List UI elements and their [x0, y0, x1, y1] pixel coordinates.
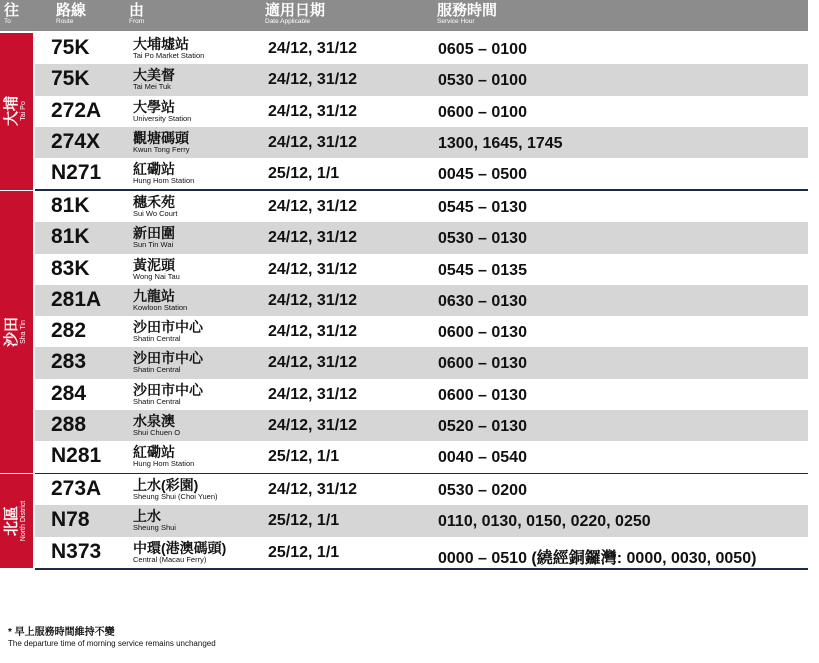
origin-en: Shatin Central — [133, 396, 181, 406]
table-row — [35, 127, 808, 158]
route-number: 272A — [51, 98, 102, 122]
table-header — [0, 0, 808, 31]
origin-en: Shatin Central — [133, 365, 181, 375]
applicable-dates: 25/12, 1/1 — [268, 543, 340, 561]
service-hours: 0000 – 0510 (繞經銅鑼灣: 0000, 0030, 0050) — [438, 549, 757, 567]
header-route-zh: 路線 — [56, 2, 87, 19]
route-number: 284 — [51, 381, 87, 405]
route-number: 281A — [51, 287, 102, 311]
service-hours: 0530 – 0200 — [438, 482, 527, 500]
applicable-dates: 24/12, 31/12 — [268, 385, 357, 403]
origin-en: Shatin Central — [133, 334, 181, 344]
origin-zh: 沙田市中心 — [133, 381, 203, 398]
route-number: 283 — [51, 350, 87, 374]
applicable-dates: 25/12, 1/1 — [268, 448, 340, 466]
origin-cell — [133, 414, 180, 437]
destination-en: Sha Tin — [20, 319, 28, 344]
table-row — [35, 537, 808, 568]
route-number: 274X — [51, 129, 101, 153]
destination-zh: 大埔 — [3, 96, 21, 127]
route-number: 273A — [51, 477, 102, 501]
destination-tab — [0, 474, 33, 568]
origin-en: Sheung Shui (Choi Yuen) — [133, 492, 218, 502]
route-number: 75K — [51, 36, 90, 59]
origin-en: Hung Hom Station — [133, 176, 195, 186]
applicable-dates: 24/12, 31/12 — [268, 260, 357, 278]
table-row — [35, 191, 808, 222]
route-group — [0, 191, 808, 473]
origin-en: Sun Tin Wai — [133, 240, 174, 250]
header-route — [56, 3, 86, 26]
header-hour-zh: 服務時間 — [437, 2, 498, 19]
table-row — [35, 505, 808, 536]
origin-en: Sui Wo Court — [133, 208, 178, 218]
origin-en: Kowloon Station — [133, 302, 188, 312]
table-row — [35, 96, 808, 127]
origin-en: Wong Nai Tau — [133, 271, 180, 281]
table-row — [35, 222, 808, 253]
destination-zh: 北區 — [3, 506, 21, 537]
origin-cell — [133, 383, 203, 406]
service-hours: 0630 – 0130 — [438, 292, 527, 310]
applicable-dates: 24/12, 31/12 — [268, 323, 357, 341]
origin-cell — [133, 320, 203, 343]
origin-cell — [133, 162, 194, 185]
origin-en: Shui Chuen O — [133, 428, 181, 438]
table-row — [35, 379, 808, 410]
footnote-zh: * 早上服務時間維持不變 — [8, 627, 115, 638]
route-number: N281 — [51, 444, 102, 468]
origin-cell — [133, 258, 180, 281]
origin-cell — [133, 541, 226, 564]
table-row — [35, 316, 808, 347]
service-hours: 0545 – 0130 — [438, 198, 527, 216]
destination-label — [5, 501, 29, 541]
origin-cell — [133, 37, 204, 60]
origin-zh: 水泉澳 — [133, 413, 175, 430]
applicable-dates: 25/12, 1/1 — [268, 165, 340, 183]
origin-cell — [133, 509, 176, 532]
origin-en: Central (Macau Ferry) — [133, 554, 207, 564]
table-row — [35, 474, 808, 505]
applicable-dates: 24/12, 31/12 — [268, 197, 357, 215]
origin-cell — [133, 100, 191, 123]
origin-en: University Station — [133, 113, 192, 123]
origin-en: Tai Mei Tuk — [133, 82, 171, 92]
header-from — [129, 3, 144, 26]
origin-cell — [133, 226, 175, 249]
origin-en: Sheung Shui — [133, 523, 176, 533]
applicable-dates: 24/12, 31/12 — [268, 291, 357, 309]
origin-zh: 大埔墟站 — [133, 36, 189, 52]
header-route-en: Route — [56, 18, 74, 25]
origin-cell — [133, 445, 194, 468]
origin-zh: 觀塘碼頭 — [133, 129, 189, 146]
applicable-dates: 24/12, 31/12 — [268, 40, 357, 57]
origin-zh: 大美督 — [133, 67, 175, 84]
route-number: 81K — [51, 193, 90, 217]
header-hour — [437, 3, 497, 26]
applicable-dates: 24/12, 31/12 — [268, 71, 357, 89]
origin-zh: 九龍站 — [133, 287, 175, 304]
origin-en: Hung Hom Station — [133, 459, 195, 469]
table-row — [35, 33, 808, 64]
applicable-dates: 24/12, 31/12 — [268, 354, 357, 372]
route-group — [0, 33, 808, 189]
applicable-dates: 25/12, 1/1 — [268, 512, 340, 530]
route-group — [0, 474, 808, 568]
service-hours: 0530 – 0100 — [438, 72, 527, 90]
applicable-dates: 24/12, 31/12 — [268, 481, 357, 499]
origin-zh: 上水 — [133, 508, 161, 525]
destination-en: North District — [20, 500, 28, 542]
destination-tab — [0, 33, 33, 190]
origin-zh: 紅磡站 — [133, 444, 175, 461]
header-from-en: From — [129, 18, 145, 25]
schedule-table — [0, 33, 808, 570]
destination-tab — [0, 191, 33, 473]
origin-zh: 沙田市中心 — [133, 350, 203, 367]
table-row — [35, 254, 808, 285]
origin-zh: 大學站 — [133, 98, 175, 115]
header-date — [265, 3, 325, 26]
destination-label — [4, 96, 28, 126]
table-row — [35, 285, 808, 316]
origin-cell — [133, 131, 190, 154]
header-from-zh: 由 — [129, 2, 145, 19]
origin-en: Tai Po Market Station — [133, 51, 205, 60]
footnote-en: The departure time of morning service remains unchanged — [8, 639, 216, 648]
header-to-en: To — [4, 18, 11, 25]
footnote — [8, 627, 216, 649]
origin-zh: 穗禾苑 — [133, 193, 175, 210]
origin-zh: 上水(彩園) — [133, 477, 199, 494]
service-hours: 0045 – 0500 — [438, 166, 527, 184]
destination-zh: 沙田 — [3, 316, 21, 347]
header-to-zh: 往 — [4, 2, 20, 19]
service-hours: 0600 – 0130 — [438, 355, 527, 373]
route-number: 83K — [51, 256, 90, 280]
service-hours: 0600 – 0130 — [438, 386, 527, 404]
service-hours: 1300, 1645, 1745 — [438, 134, 563, 152]
applicable-dates: 24/12, 31/12 — [268, 417, 357, 435]
service-hours: 0040 – 0540 — [438, 449, 527, 467]
route-number: N271 — [51, 161, 102, 185]
header-to — [4, 3, 19, 26]
service-hours: 0605 – 0100 — [438, 41, 527, 58]
group-divider — [35, 568, 808, 570]
service-hours: 0110, 0130, 0150, 0220, 0250 — [438, 513, 651, 531]
route-number: 282 — [51, 319, 87, 343]
table-row — [35, 158, 808, 189]
origin-zh: 沙田市中心 — [133, 319, 203, 336]
table-row — [35, 410, 808, 441]
route-number: 75K — [51, 67, 90, 91]
route-number: N78 — [51, 508, 90, 532]
origin-zh: 中環(港澳碼頭) — [133, 539, 227, 556]
service-hours: 0545 – 0135 — [438, 261, 527, 279]
route-number: 288 — [51, 413, 87, 437]
origin-cell — [133, 289, 187, 312]
origin-cell — [133, 478, 218, 501]
service-hours: 0600 – 0100 — [438, 103, 527, 121]
origin-en: Kwun Tong Ferry — [133, 144, 190, 154]
origin-cell — [133, 195, 177, 218]
header-hour-en: Service Hour — [437, 18, 475, 25]
service-hours: 0530 – 0130 — [438, 230, 527, 248]
table-row — [35, 64, 808, 95]
origin-cell — [133, 351, 203, 374]
applicable-dates: 24/12, 31/12 — [268, 102, 357, 120]
service-hours: 0600 – 0130 — [438, 324, 527, 342]
applicable-dates: 24/12, 31/12 — [268, 229, 357, 247]
applicable-dates: 24/12, 31/12 — [268, 133, 357, 151]
destination-en: Tai Po — [20, 101, 28, 121]
header-date-en: Date Applicable — [265, 18, 311, 25]
table-row — [35, 441, 808, 472]
origin-zh: 黃泥頭 — [133, 256, 175, 273]
route-number: 81K — [51, 225, 90, 249]
origin-zh: 紅磡站 — [133, 161, 175, 178]
origin-cell — [133, 68, 175, 91]
destination-label — [4, 317, 28, 347]
table-row — [35, 347, 808, 378]
service-hours: 0520 – 0130 — [438, 418, 527, 436]
route-number: N373 — [51, 539, 102, 563]
origin-zh: 新田圍 — [133, 225, 175, 242]
header-date-zh: 適用日期 — [265, 2, 326, 19]
